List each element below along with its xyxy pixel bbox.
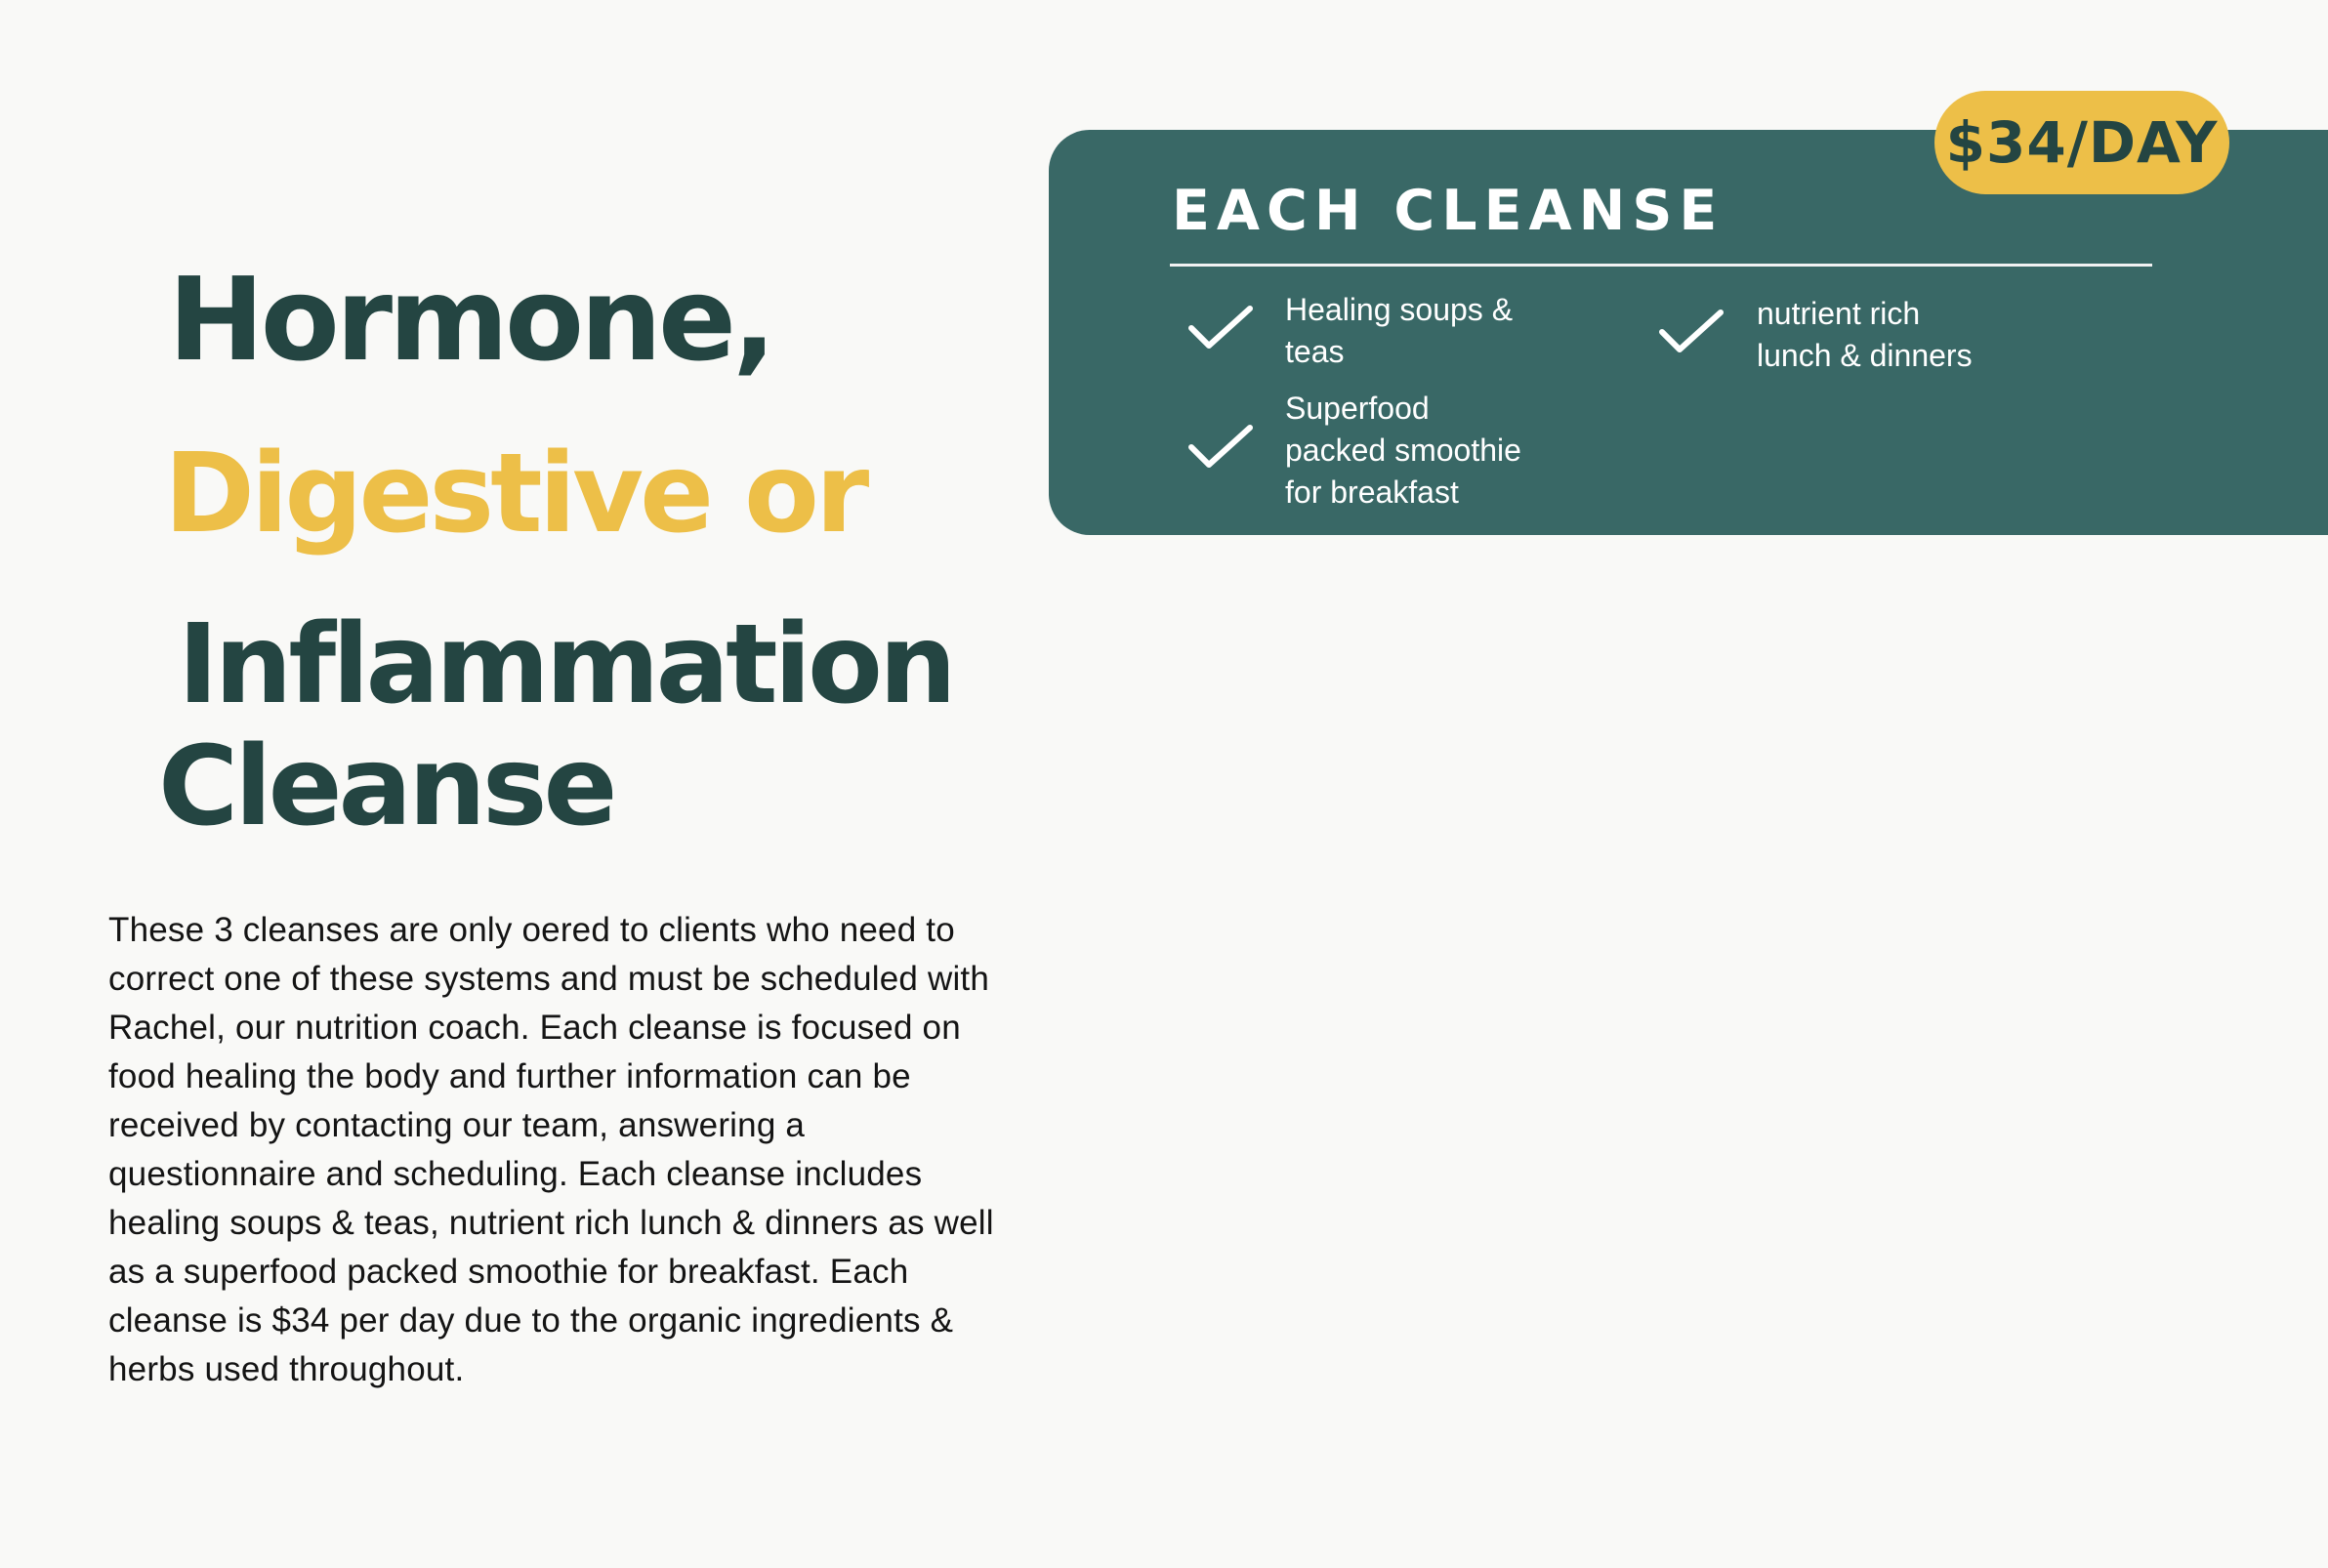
price-badge: $34/DAY [1934, 91, 2229, 194]
checkmark-icon [1187, 422, 1256, 471]
checkmark-icon [1658, 307, 1726, 355]
feature-soups-teas [1285, 289, 1513, 373]
card-divider [1170, 264, 2152, 267]
feature-line: Superfood [1285, 391, 1430, 426]
feature-line: nutrient rich [1757, 296, 1921, 331]
feature-line: lunch & dinners [1757, 338, 1973, 373]
feature-line: Healing soups & [1285, 292, 1514, 327]
cleanse-description: These 3 cleanses are only oered to clients who need to correct one of these systems and must be scheduled with Rachel, our nutrition coach. Each cleanse is focused on food healing the body and further information can be received by contacting our team, answering a questionnaire and scheduling. Each cleanse includes healing soups & teas, nutrient rich lunch & dinners as well as a superfood packed smoothie for breakfast. Each cleanse is $34 per day due to the organic ingredients & herbs used throughout. [108, 911, 994, 1388]
checkmark-icon [1187, 303, 1256, 351]
card-heading: EACH CLEANSE [1172, 179, 1725, 243]
feature-line: packed smoothie [1285, 433, 1521, 468]
title-line-digestive: Digestive or [164, 431, 866, 557]
feature-line: teas [1285, 334, 1345, 369]
feature-smoothie [1285, 388, 1521, 514]
feature-line: for breakfast [1285, 475, 1459, 510]
title-line-inflammation: Inflammation [178, 601, 953, 728]
title-line-hormone: Hormone, [168, 252, 772, 387]
feature-lunch-dinners [1757, 293, 1973, 377]
title-line-cleanse: Cleanse [158, 723, 614, 850]
